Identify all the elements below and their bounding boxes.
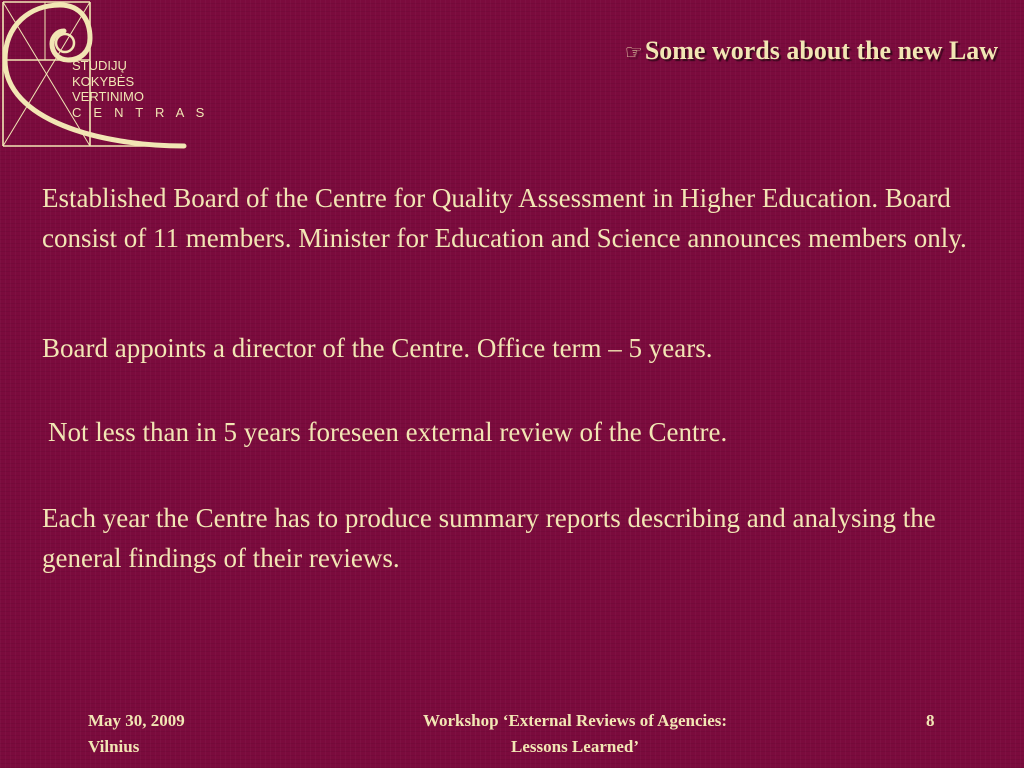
footer-workshop-line2: Lessons Learned’ — [511, 737, 639, 756]
paragraph-board-established: Established Board of the Centre for Quality Assessment in Higher Education. Board consist of 11 members. Minister for Education and Science announces members only. — [42, 183, 967, 253]
slide-title-text: Some words about the new Law — [644, 36, 998, 65]
logo-line-vertinimo: VERTINIMO — [72, 89, 144, 104]
footer-page-number: 8 — [926, 711, 935, 730]
centre-logo — [0, 0, 209, 150]
logo-line-centras: C E N T R A S — [72, 104, 209, 120]
footer-date-place — [88, 708, 185, 760]
paragraph-summary-reports: Each year the Centre has to produce summary reports describing and analysing the general findings of their reviews. — [42, 503, 936, 573]
footer-workshop-line1: Workshop ‘External Reviews of Agencies: — [422, 711, 728, 730]
logo-line-kokybes: KOKYBĖS — [72, 73, 135, 89]
footer-workshop — [340, 708, 810, 760]
slide-title — [625, 36, 998, 66]
pointing-hand-icon: ☞ — [624, 40, 643, 64]
footer-place: Vilnius — [88, 737, 140, 756]
logo-wordmark — [72, 58, 209, 120]
paragraph-director-appointment: Board appoints a director of the Centre. Office term – 5 years. — [42, 333, 713, 363]
footer-date: May 30, 2009 — [88, 711, 185, 730]
paragraph-external-review: Not less than in 5 years foreseen external review of the Centre. — [48, 417, 728, 447]
logo-line-studiju: STUDIJŲ — [72, 58, 127, 73]
